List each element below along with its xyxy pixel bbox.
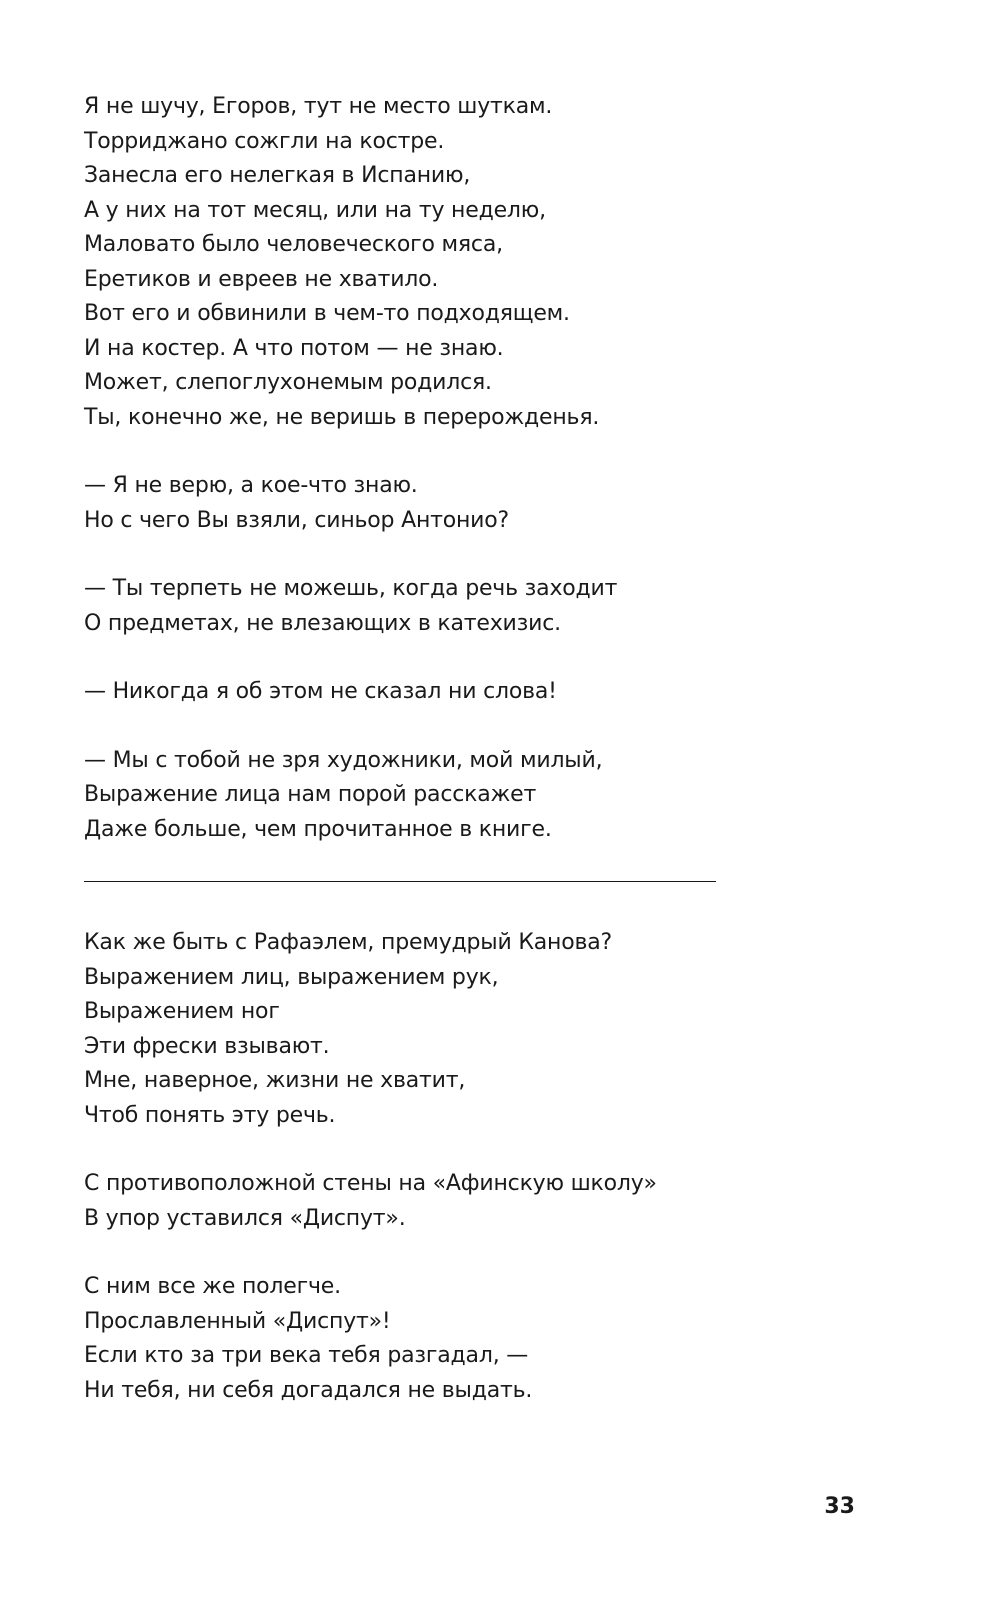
poem-line: — Никогда я об этом не сказал ни слова! <box>84 679 557 704</box>
poem-line: Прославленный «Диспут»! <box>84 1308 391 1334</box>
page-number: 33 <box>824 1494 855 1519</box>
poem-line: Еретиков и евреев не хватило. <box>84 266 439 292</box>
poem-line: Выражением лиц, выражением рук, <box>84 964 499 990</box>
poem-line: Занесла его нелегкая в Испанию, <box>84 163 471 188</box>
poem-line: — Я не верю, а кое-что знаю. <box>84 473 418 498</box>
poem-line: Я не шучу, Егоров, тут не место шуткам. <box>84 94 553 119</box>
stanza <box>84 90 944 435</box>
poem-section-1 <box>84 90 944 847</box>
stanza <box>84 926 944 1133</box>
poem-line: — Ты терпеть не можешь, когда речь заходит <box>84 576 618 601</box>
stanza <box>84 675 944 710</box>
poem-line: Маловато было человеческого мяса, <box>84 232 503 257</box>
poem-line: Чтоб понять эту речь. <box>84 1102 336 1128</box>
poem-line: Вот его и обвинили в чем-то подходящем. <box>84 301 570 326</box>
poem-line: — Мы с тобой не зря художники, мой милый, <box>84 747 603 773</box>
poem-line: Ни тебя, ни себя догадался не выдать. <box>84 1377 533 1403</box>
stanza <box>84 572 944 641</box>
poem-line: С ним все же полегче. <box>84 1274 341 1299</box>
poem-line: Даже больше, чем прочитанное в книге. <box>84 816 552 842</box>
poem-line: С противоположной стены на «Афинскую школу» <box>84 1171 657 1196</box>
stanza <box>84 469 944 538</box>
poem-line: Выражение лица нам порой расскажет <box>84 782 537 807</box>
poem-line: Как же быть с Рафаэлем, премудрый Канова? <box>84 930 613 955</box>
poem-line: Эти фрески взывают. <box>84 1033 330 1059</box>
poem-line: Торриджано сожгли на костре. <box>84 128 445 154</box>
stanza <box>84 1270 944 1408</box>
poem-line: Может, слепоглухонемым родился. <box>84 370 492 395</box>
poem-line: Если кто за три века тебя разгадал, — <box>84 1343 529 1368</box>
poem-section-2 <box>84 926 944 1408</box>
poem-line: И на костер. А что потом — не знаю. <box>84 335 504 361</box>
poem-line: Выражением ног <box>84 999 280 1024</box>
poem-line: Ты, конечно же, не веришь в перерожденья. <box>84 404 600 430</box>
stanza <box>84 1167 944 1236</box>
stanza <box>84 744 944 848</box>
poem-line: Мне, наверное, жизни не хватит, <box>84 1068 466 1093</box>
poem-line: В упор уставился «Диспут». <box>84 1205 406 1231</box>
poem-line: О предметах, не влезающих в катехизис. <box>84 610 561 636</box>
poem-line: Но с чего Вы взяли, синьор Антонио? <box>84 507 510 533</box>
poem-line: А у них на тот месяц, или на ту неделю, <box>84 197 546 223</box>
section-divider <box>84 881 716 882</box>
poem-page <box>84 90 944 1442</box>
